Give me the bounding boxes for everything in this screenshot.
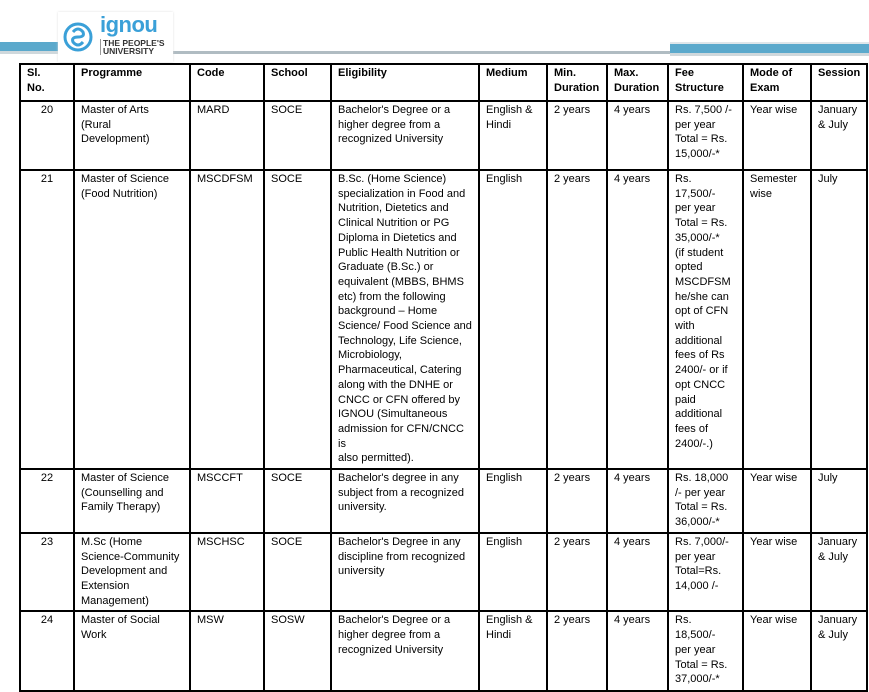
cell-programme: M.Sc (Home Science-Community Development and Extension Management) <box>74 533 190 612</box>
cell-max-duration: 4 years <box>607 170 668 469</box>
cell-medium: English <box>479 533 547 612</box>
logo-name: ignou <box>100 12 158 37</box>
cell-max-duration: 4 years <box>607 533 668 612</box>
header-serial-no: Sl. No. <box>20 64 74 101</box>
header-rule <box>172 51 672 54</box>
cell-fee-structure: Rs. 18,000 /- per year Total = Rs. 36,000/-* <box>668 469 743 533</box>
cell-mode-of-exam: Year wise <box>743 533 811 612</box>
cell-session: January & July <box>811 533 867 612</box>
cell-eligibility: B.Sc. (Home Science) specialization in Food and Nutrition, Dietetics and Clinical Nutrition or PG Diploma in Dietetics and Public Health Nutrition or Graduate (B.Sc.) or equivalent (MBBS, BHMS etc) from the following background – Home Science/ Food Science and Technology, Life Science, Microbiology, Pharmaceutical, Catering along with the DNHE or CNCC or CFN offered by IGNOU (Simultaneous admission for CFN/CNCC is also permitted). <box>331 170 479 469</box>
table-row <box>20 469 867 533</box>
cell-min-duration: 2 years <box>547 101 607 170</box>
cell-school: SOSW <box>264 611 331 691</box>
table-row <box>20 101 867 170</box>
cell-session: January & July <box>811 101 867 170</box>
table-row <box>20 611 867 691</box>
cell-mode-of-exam: Year wise <box>743 101 811 170</box>
cell-fee-structure: Rs. 7,500 /- per year Total = Rs. 15,000/-* <box>668 101 743 170</box>
cell-session: July <box>811 469 867 533</box>
cell-code: MSCHSC <box>190 533 264 612</box>
header-fee-structure: Fee Structure <box>668 64 743 101</box>
header-session: Session <box>811 64 867 101</box>
cell-max-duration: 4 years <box>607 469 668 533</box>
cell-eligibility: Bachelor's Degree or a higher degree from a recognized University <box>331 611 479 691</box>
programme-table <box>19 63 868 692</box>
header-mode-of-exam: Mode of Exam <box>743 64 811 101</box>
cell-min-duration: 2 years <box>547 469 607 533</box>
ignou-emblem-icon <box>63 20 93 54</box>
cell-code: MSW <box>190 611 264 691</box>
cell-eligibility: Bachelor's degree in any subject from a recognized university. <box>331 469 479 533</box>
cell-eligibility: Bachelor's Degree in any discipline from recognized university <box>331 533 479 612</box>
ignou-logo <box>58 12 173 62</box>
cell-school: SOCE <box>264 533 331 612</box>
cell-min-duration: 2 years <box>547 533 607 612</box>
header-medium: Medium <box>479 64 547 101</box>
logo-tagline: THE PEOPLE'S UNIVERSITY <box>100 39 165 55</box>
cell-school: SOCE <box>264 469 331 533</box>
cell-serial-no: 20 <box>20 101 74 170</box>
header-min-duration: Min. Duration <box>547 64 607 101</box>
cell-session: July <box>811 170 867 469</box>
cell-fee-structure: Rs. 17,500/- per year Total = Rs. 35,000/-* (if student opted MSCDFSM he/she can opt of CFN with additional fees of Rs 2400/- or if opt CNCC paid additional fees of 2400/-.) <box>668 170 743 469</box>
header-eligibility: Eligibility <box>331 64 479 101</box>
cell-code: MSCDFSM <box>190 170 264 469</box>
cell-eligibility: Bachelor's Degree or a higher degree from a recognized University <box>331 101 479 170</box>
cell-code: MARD <box>190 101 264 170</box>
table-row <box>20 170 867 469</box>
header-programme: Programme <box>74 64 190 101</box>
header-school: School <box>264 64 331 101</box>
cell-medium: English <box>479 469 547 533</box>
cell-programme: Master of Arts (Rural Development) <box>74 101 190 170</box>
cell-min-duration: 2 years <box>547 170 607 469</box>
cell-medium: English & Hindi <box>479 101 547 170</box>
cell-programme: Master of Social Work <box>74 611 190 691</box>
cell-serial-no: 23 <box>20 533 74 612</box>
cell-mode-of-exam: Year wise <box>743 611 811 691</box>
cell-medium: English <box>479 170 547 469</box>
cell-programme: Master of Science (Food Nutrition) <box>74 170 190 469</box>
header-max-duration: Max. Duration <box>607 64 668 101</box>
header-code: Code <box>190 64 264 101</box>
cell-medium: English & Hindi <box>479 611 547 691</box>
cell-programme: Master of Science (Counselling and Family Therapy) <box>74 469 190 533</box>
table-row <box>20 533 867 612</box>
cell-max-duration: 4 years <box>607 611 668 691</box>
table-header-row <box>20 64 867 101</box>
cell-serial-no: 22 <box>20 469 74 533</box>
header-bar-right <box>670 42 869 56</box>
cell-serial-no: 21 <box>20 170 74 469</box>
cell-fee-structure: Rs. 18,500/- per year Total = Rs. 37,000/-* <box>668 611 743 691</box>
cell-fee-structure: Rs. 7,000/- per year Total=Rs. 14,000 /- <box>668 533 743 612</box>
cell-mode-of-exam: Year wise <box>743 469 811 533</box>
cell-session: January & July <box>811 611 867 691</box>
cell-mode-of-exam: Semester wise <box>743 170 811 469</box>
cell-code: MSCCFT <box>190 469 264 533</box>
header-bar-left <box>0 42 60 54</box>
cell-serial-no: 24 <box>20 611 74 691</box>
cell-school: SOCE <box>264 170 331 469</box>
cell-school: SOCE <box>264 101 331 170</box>
cell-max-duration: 4 years <box>607 101 668 170</box>
cell-min-duration: 2 years <box>547 611 607 691</box>
